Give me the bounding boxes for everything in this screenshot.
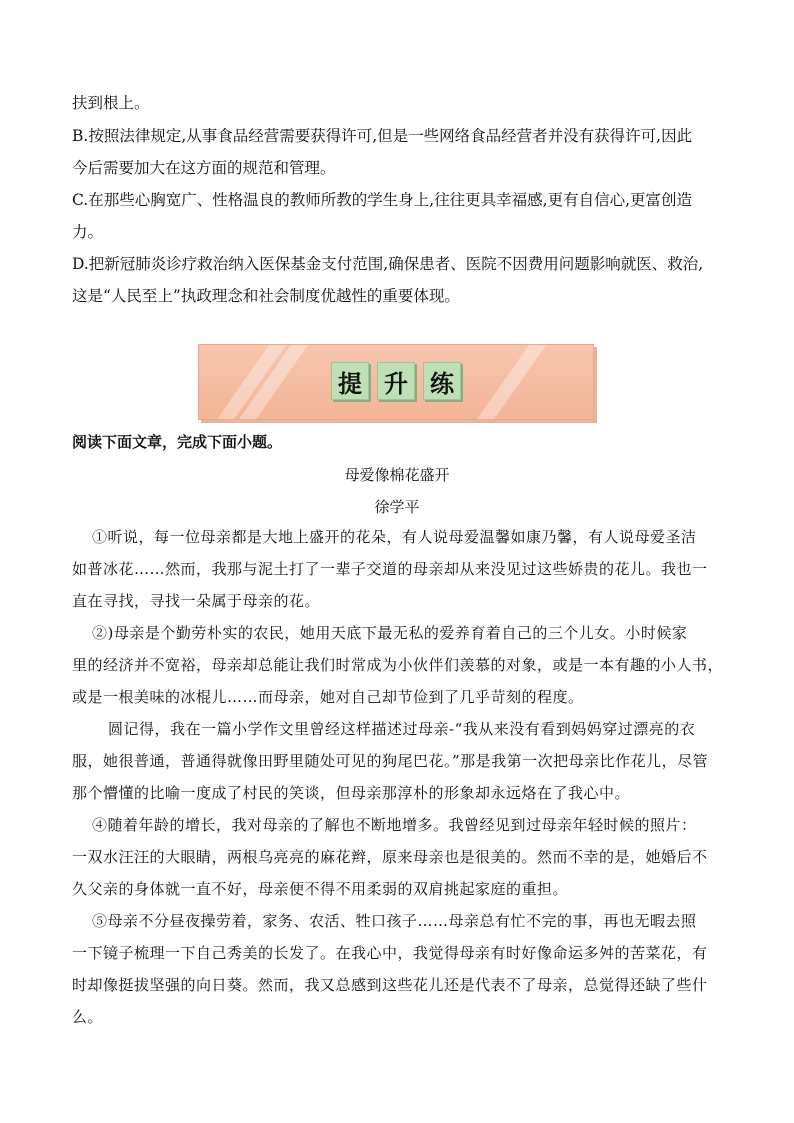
article-line: 里的经济并不宽裕，母亲却总能让我们时常成为小伙伴们羡慕的对象，或是一本有趣的小人书， [72, 656, 724, 674]
article-line: ④随着年龄的增长，我对母亲的了解也不断地增多。我曾经见到过母亲年轻时候的照片： [92, 816, 697, 834]
article-line: 或是一根美味的冰棍儿……而母亲，她对自己却节俭到了几乎苛刻的程度。 [72, 688, 584, 706]
article-line: ②)母亲是个勤劳朴实的农民，她用天底下最无私的爱养育着自己的三个儿女。小时候家 [92, 624, 688, 642]
option-d-line2: 这是“人民至上”执政理念和社会制度优越性的重要体现。 [72, 287, 460, 305]
option-b-line2: 今后需要加大在这方面的规范和管理。 [72, 159, 336, 177]
banner-char: 升 [377, 362, 415, 400]
banner-char: 提 [331, 362, 369, 400]
instruction: 阅读下面文章，完成下面小题。 [72, 433, 283, 451]
section-banner [198, 344, 594, 420]
banner-char: 练 [423, 362, 461, 400]
article-line: 久父亲的身体就一直不好，母亲便不得不用柔弱的双肩挑起家庭的重担。 [72, 880, 569, 898]
option-b-line1: B.按照法律规定,从事食品经营需要获得许可,但是一些网络食品经营者并没有获得许可,因此 [72, 127, 693, 145]
option-c-line1: C.在那些心胸宽广、性格温良的教师所教的学生身上,往往更具幸福感,更有自信心,更富创造 [72, 191, 693, 209]
article-line: 那个懵懂的比喻一度成了村民的笑谈，但母亲那淳朴的形象却永远烙在了我心中。 [72, 784, 631, 802]
article-line: ①听说，每一位母亲都是大地上盛开的花朵，有人说母爱温馨如康乃馨，有人说母爱圣洁 [92, 528, 697, 546]
article-author: 徐学平 [374, 498, 420, 516]
article-line: 如普冰花……然而，我那与泥土打了一辈子交道的母亲却从来没见过这些娇贵的花儿。我也一 [72, 560, 708, 578]
article-line: 么。 [72, 1008, 104, 1026]
article-line: 一下镜子梳理一下自己秀美的长发了。在我心中，我觉得母亲有时好像命运多舛的苦菜花，有 [72, 944, 708, 962]
article-line: 时却像挺拔坚强的向日葵。然而，我又总感到这些花儿还是代表不了母亲，总觉得还缺了些什 [72, 976, 708, 994]
article-line: 直在寻找，寻找一朵属于母亲的花。 [72, 592, 321, 610]
article-line: 一双水汪汪的大眼睛，两根乌亮亮的麻花辫，原来母亲也是很美的。然而不幸的是，她婚后不 [72, 848, 708, 866]
article-line: 服，她很普通，普通得就像田野里随处可见的狗尾巴花。”那是我第一次把母亲比作花儿，尽管 [72, 752, 709, 770]
option-a-tail: 扶到根上。 [72, 94, 150, 112]
option-c-line2: 力。 [72, 223, 104, 241]
article-line: ⑤母亲不分昼夜操劳着，家务、农活、牲口孩子……母亲总有忙不完的事，再也无暇去照 [92, 912, 697, 930]
article-line: 圆记得，我在一篇小学作文里曾经这样描述过母亲-“我从来没有看到妈妈穿过漂亮的衣 [108, 720, 696, 738]
article-title: 母爱像棉花盛开 [344, 466, 450, 484]
option-d-line1: D.把新冠肺炎诊疗救治纳入医保基金支付范围,确保患者、医院不因费用问题影响就医、救治, [72, 255, 704, 273]
